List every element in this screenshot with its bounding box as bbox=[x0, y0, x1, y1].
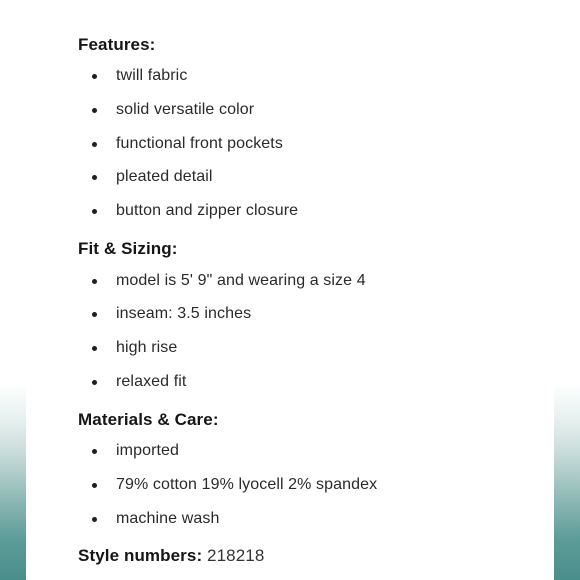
list-item-text: twill fabric bbox=[116, 67, 188, 84]
list-item bbox=[90, 166, 213, 188]
bullet-icon bbox=[92, 108, 97, 113]
list-item bbox=[90, 303, 251, 325]
list-item bbox=[90, 200, 298, 222]
fit-sizing-heading: Fit & Sizing: bbox=[78, 239, 178, 258]
bullet-icon bbox=[92, 209, 97, 214]
right-edge-backdrop bbox=[554, 0, 580, 580]
list-item-text: relaxed fit bbox=[116, 373, 187, 390]
style-numbers bbox=[78, 546, 264, 566]
list-item-text: functional front pockets bbox=[116, 135, 283, 152]
left-edge-backdrop bbox=[0, 0, 26, 580]
bullet-icon bbox=[92, 517, 97, 522]
bullet-icon bbox=[92, 175, 97, 180]
list-item bbox=[90, 508, 219, 530]
list-item bbox=[90, 371, 186, 393]
list-item-text: button and zipper closure bbox=[116, 202, 299, 219]
style-numbers-value: 218218 bbox=[207, 546, 265, 565]
list-item-text: solid versatile color bbox=[116, 101, 255, 118]
style-numbers-label: Style numbers: bbox=[78, 546, 203, 565]
materials-care-heading: Materials & Care: bbox=[78, 410, 219, 429]
bullet-icon bbox=[92, 312, 97, 317]
list-item bbox=[90, 474, 377, 496]
bullet-icon bbox=[92, 74, 97, 79]
list-item bbox=[90, 133, 283, 155]
list-item-text: model is 5' 9" and wearing a size 4 bbox=[116, 272, 366, 289]
bullet-icon bbox=[92, 142, 97, 147]
bullet-icon bbox=[92, 380, 97, 385]
product-details-panel bbox=[26, 0, 554, 580]
bullet-icon bbox=[92, 483, 97, 488]
list-item-text: imported bbox=[116, 442, 180, 459]
bullet-icon bbox=[92, 346, 97, 351]
list-item-text: high rise bbox=[116, 339, 178, 356]
list-item bbox=[90, 337, 177, 359]
list-item-text: machine wash bbox=[116, 510, 220, 527]
features-heading: Features: bbox=[78, 35, 156, 54]
list-item bbox=[90, 99, 254, 121]
bullet-icon bbox=[92, 449, 97, 454]
list-item-text: 79% cotton 19% lyocell 2% spandex bbox=[116, 476, 378, 493]
list-item bbox=[90, 440, 179, 462]
list-item bbox=[90, 65, 187, 87]
list-item bbox=[90, 270, 366, 292]
list-item-text: inseam: 3.5 inches bbox=[116, 305, 252, 322]
list-item-text: pleated detail bbox=[116, 168, 213, 185]
bullet-icon bbox=[92, 279, 97, 284]
